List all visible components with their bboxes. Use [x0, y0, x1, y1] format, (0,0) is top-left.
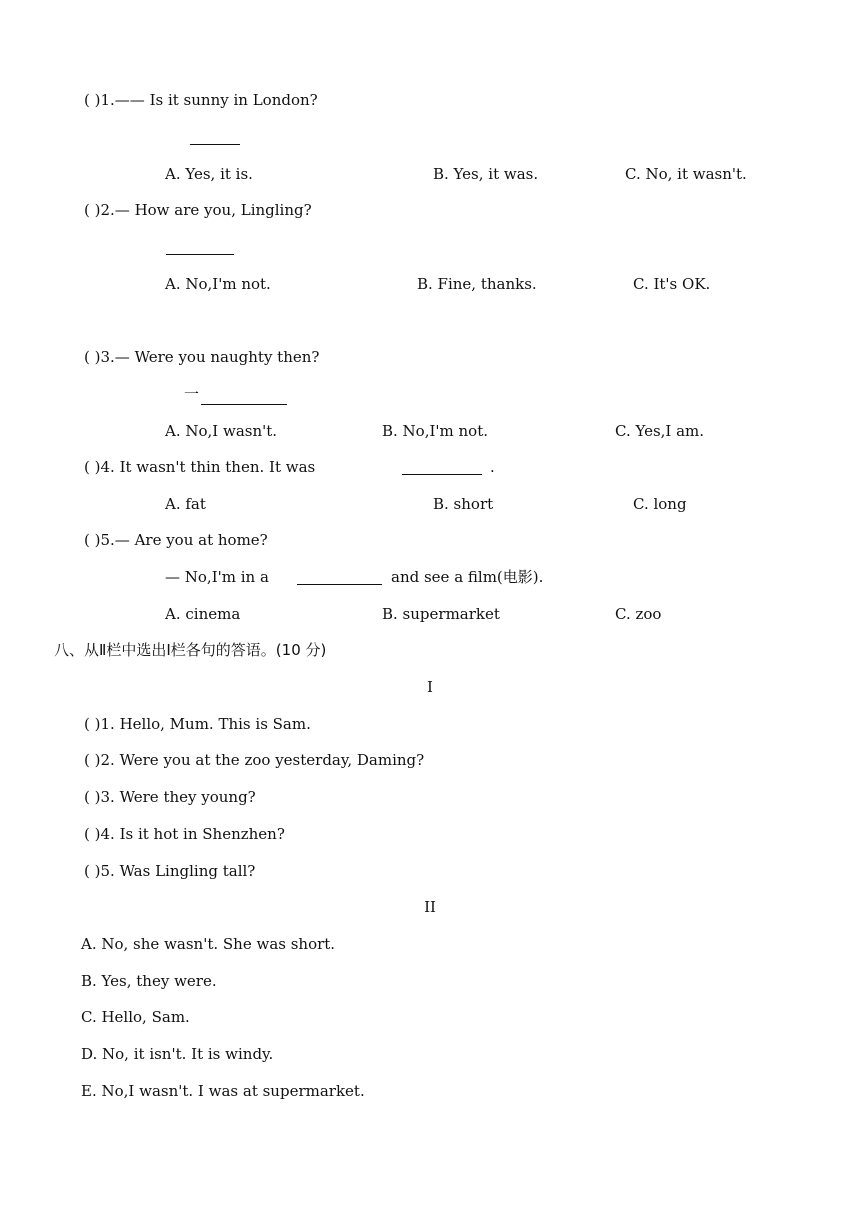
answer-bracket[interactable]: ( ) [84, 458, 101, 476]
option-c[interactable]: C. Yes,I am. [615, 422, 705, 440]
option-c[interactable]: C. zoo [615, 605, 662, 623]
answer-blank[interactable] [190, 144, 240, 145]
column-one-title: I [427, 678, 433, 696]
option-a[interactable]: A. cinema [165, 605, 241, 623]
answer-blank[interactable] [201, 404, 287, 405]
question-text: 4. It wasn't thin then. It was [100, 458, 316, 476]
match-item-5 [84, 861, 255, 881]
option-b[interactable]: B. Fine, thanks. [417, 275, 537, 293]
question-2 [84, 200, 312, 220]
option-b[interactable]: B. short [433, 495, 494, 513]
answer-bracket[interactable]: ( ) [84, 751, 101, 769]
match-text: 5. Was Lingling tall? [100, 862, 256, 880]
reply-before: — No,I'm in a [165, 568, 269, 586]
question-3 [84, 347, 319, 367]
answer-option-d: D. No, it isn't. It is windy. [81, 1045, 274, 1063]
match-text: 4. Is it hot in Shenzhen? [100, 825, 285, 843]
answer-bracket[interactable]: ( ) [84, 91, 101, 109]
option-a[interactable]: A. No,I'm not. [165, 275, 271, 293]
answer-bracket[interactable]: ( ) [84, 531, 101, 549]
answer-bracket[interactable]: ( ) [84, 715, 101, 733]
option-b[interactable]: B. supermarket [382, 605, 500, 623]
option-a[interactable]: A. No,I wasn't. [165, 422, 278, 440]
question-text: 3.— Were you naughty then? [100, 348, 320, 366]
option-c[interactable]: C. long [633, 495, 687, 513]
column-two-title: II [424, 898, 436, 916]
answer-bracket[interactable]: ( ) [84, 788, 101, 806]
match-item-2 [84, 750, 424, 770]
option-a[interactable]: A. fat [165, 495, 206, 513]
question-text: 2.— How are you, Lingling? [100, 201, 312, 219]
answer-blank[interactable] [297, 584, 382, 585]
section-heading: 八、从Ⅱ栏中选出Ⅰ栏各句的答语。(10 分) [54, 641, 327, 659]
reply-after: and see a film(电影). [391, 568, 544, 586]
answer-bracket[interactable]: ( ) [84, 825, 101, 843]
match-text: 2. Were you at the zoo yesterday, Daming? [100, 751, 425, 769]
answer-option-b: B. Yes, they were. [81, 972, 217, 990]
question-text: 1.—— Is it sunny in London? [100, 91, 318, 109]
answer-bracket[interactable]: ( ) [84, 348, 101, 366]
sentence-end: . [490, 458, 495, 476]
option-c[interactable]: C. It's OK. [633, 275, 711, 293]
reply-dash: 一 [184, 385, 200, 403]
question-1 [84, 90, 318, 110]
question-5 [84, 530, 268, 550]
answer-option-e: E. No,I wasn't. I was at supermarket. [81, 1082, 365, 1100]
match-item-4 [84, 824, 285, 844]
option-a[interactable]: A. Yes, it is. [165, 165, 253, 183]
option-b[interactable]: B. No,I'm not. [382, 422, 489, 440]
option-c[interactable]: C. No, it wasn't. [625, 165, 747, 183]
question-4 [84, 457, 315, 477]
answer-bracket[interactable]: ( ) [84, 862, 101, 880]
match-item-3 [84, 787, 256, 807]
match-item-1 [84, 714, 311, 734]
match-text: 3. Were they young? [100, 788, 256, 806]
answer-option-a: A. No, she wasn't. She was short. [81, 935, 336, 953]
question-text: 5.— Are you at home? [100, 531, 268, 549]
answer-blank[interactable] [402, 474, 482, 475]
answer-option-c: C. Hello, Sam. [81, 1008, 190, 1026]
option-b[interactable]: B. Yes, it was. [433, 165, 539, 183]
match-text: 1. Hello, Mum. This is Sam. [100, 715, 311, 733]
answer-bracket[interactable]: ( ) [84, 201, 101, 219]
answer-blank[interactable] [166, 254, 234, 255]
